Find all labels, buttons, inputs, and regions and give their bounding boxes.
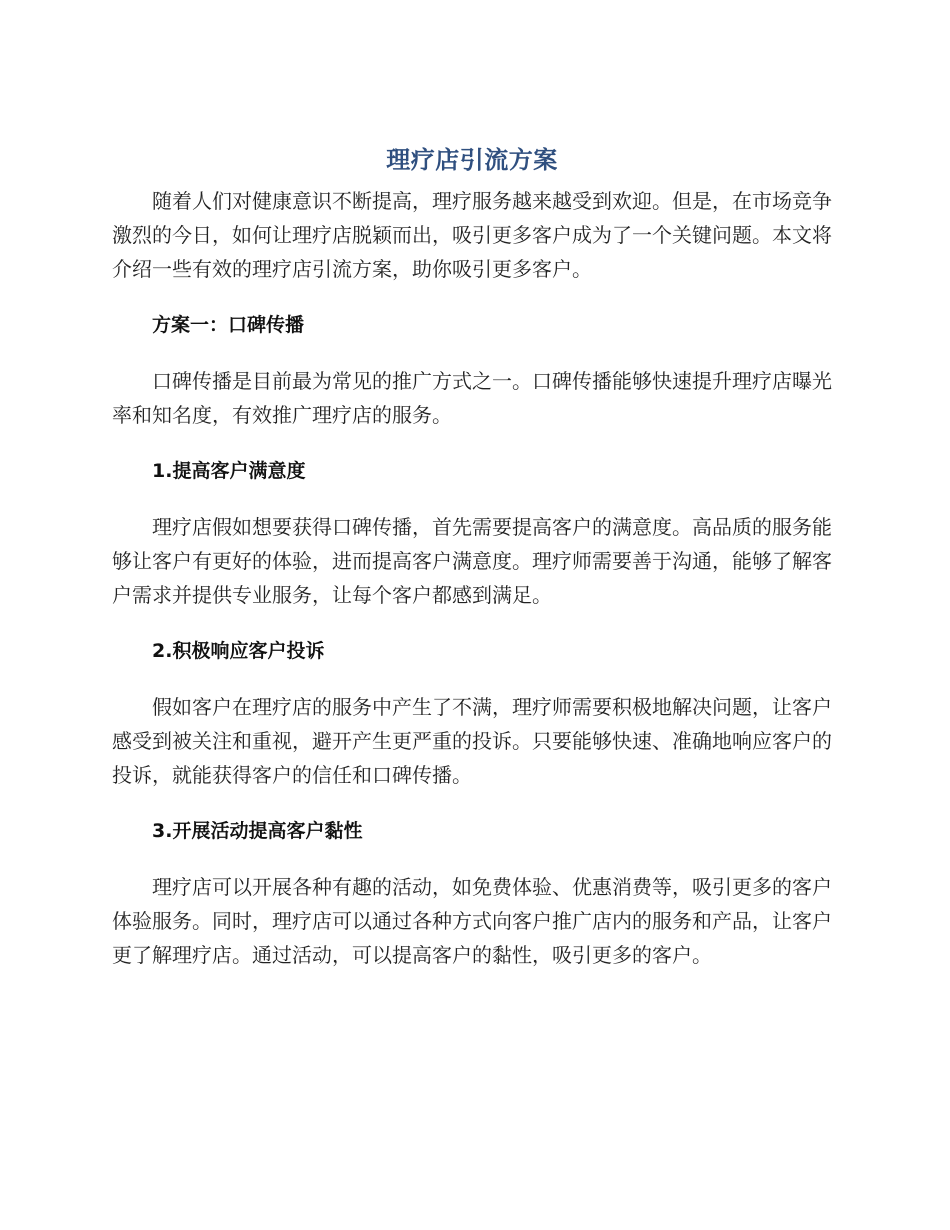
- intro-paragraph: 随着人们对健康意识不断提高，理疗服务越来越受到欢迎。但是，在市场竞争激烈的今日，如何让理疗店脱颖而出，吸引更多客户成为了一个关键问题。本文将介绍一些有效的理疗店引流方案，助你吸引更多客户。: [112, 189, 832, 281]
- subsection-heading-3: 3.开展活动提高客户黏性: [152, 820, 363, 842]
- subsection-paragraph-1: 理疗店假如想要获得口碑传播，首先需要提高客户的满意度。高品质的服务能够让客户有更好的体验，进而提高客户满意度。理疗师需要善于沟通，能够了解客户需求并提供专业服务，让每个客户都感到满足。: [112, 515, 832, 607]
- spacer: [112, 432, 832, 454]
- subsection-paragraph-2: 假如客户在理疗店的服务中产生了不满，理疗师需要积极地解决问题，让客户感受到被关注和重视，避开产生更严重的投诉。只要能够快速、准确地响应客户的投诉，就能获得客户的信任和口碑传播。: [112, 695, 832, 787]
- subsection-heading-2: 2.积极响应客户投诉: [152, 640, 325, 662]
- spacer: [112, 848, 832, 870]
- spacer: [112, 612, 832, 634]
- spacer: [112, 668, 832, 690]
- spacer: [112, 488, 832, 510]
- spacer: [112, 792, 832, 814]
- section-paragraph-1: 口碑传播是目前最为常见的推广方式之一。口碑传播能够快速提升理疗店曝光率和知名度，有效推广理疗店的服务。: [112, 369, 832, 427]
- spacer: [112, 286, 832, 308]
- document-content: [112, 142, 832, 972]
- subsection-paragraph-3: 理疗店可以开展各种有趣的活动，如免费体验、优惠消费等，吸引更多的客户体验服务。同时，理疗店可以通过各种方式向客户推广店内的服务和产品，让客户更了解理疗店。通过活动，可以提高客户的黏性，吸引更多的客户。: [112, 875, 832, 967]
- spacer: [112, 342, 832, 364]
- document-title: 理疗店引流方案: [386, 146, 558, 174]
- subsection-heading-1: 1.提高客户满意度: [152, 460, 306, 482]
- section-heading-1: 方案一：口碑传播: [152, 314, 305, 336]
